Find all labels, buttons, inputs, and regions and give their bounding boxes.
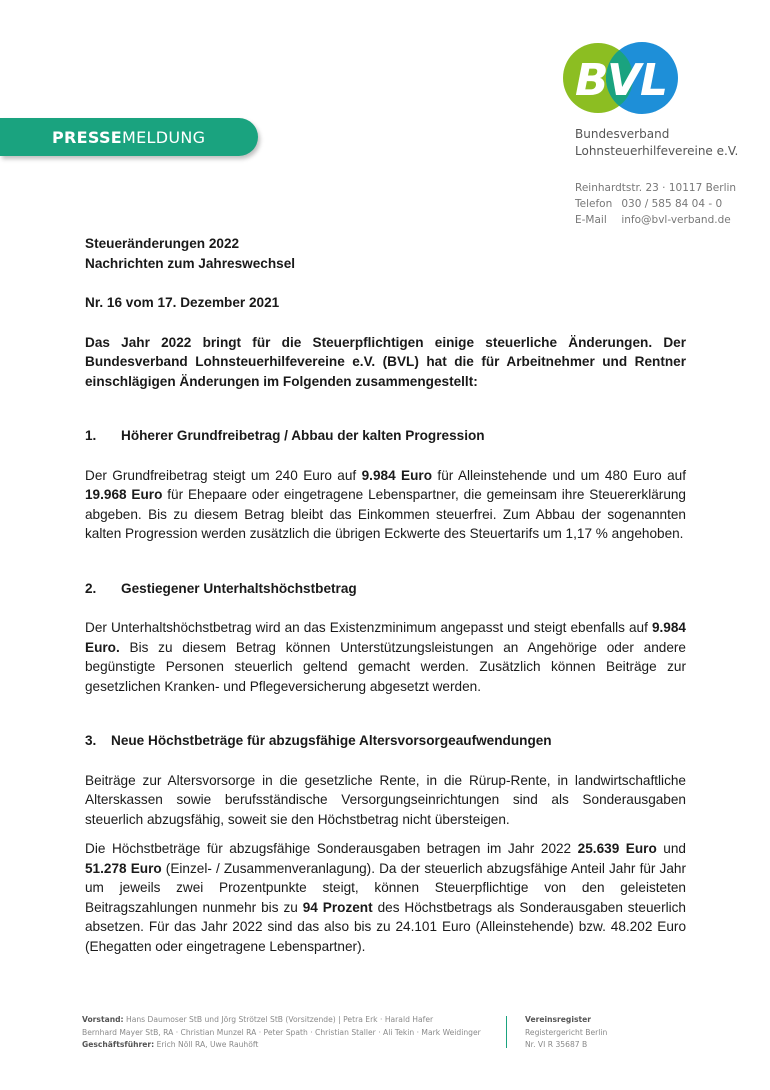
highlight: 9.984 Euro. (85, 620, 686, 655)
text: (Einzel- / Zusammenveranlagung). Da der steuerlich abzugsfähige Anteil Jahr für Jahr um jeweils zwei Prozentpunkte steigt, können Steuerpflichtige von den geleisteten Beitragszahlungen nunmehr bis zu (85, 860, 686, 915)
highlight: 19.968 Euro (85, 487, 163, 502)
section-title: Gestiegener Unterhaltshöchstbetrag (121, 580, 357, 596)
board-label: Vorstand: (82, 1015, 124, 1024)
bvl-logo-icon (562, 42, 680, 114)
text: für Alleinstehende und um 480 Euro auf (432, 467, 687, 483)
section-1-heading (85, 426, 686, 446)
board-members-2: Bernhard Mayer StB, RA · Christian Munzel RA · Peter Spath · Christian Staller · Ali Tekin · Mark Weidinger (82, 1027, 481, 1037)
manager-label: Geschäftsführer: (82, 1040, 155, 1049)
svg-text:V: V (607, 55, 642, 106)
phone-number: 030 / 585 84 04 - 0 (621, 198, 723, 210)
section-1-paragraph (85, 466, 686, 544)
svg-text:B: B (575, 55, 609, 106)
banner-title (52, 128, 205, 147)
managers: Erich Nöll RA, Uwe Rauhöft (154, 1040, 259, 1049)
address: Reinhardtstr. 23 · 10117 Berlin (575, 182, 737, 194)
organization-name (575, 126, 738, 160)
issue-number: Nr. 16 vom 17. Dezember 2021 (85, 295, 280, 310)
text: des Höchstbetrags als Sonderausgaben steuerlich absetzen. Für das Jahr 2022 sind das also bis zu 24.101 Euro (Alleinstehende) bzw. 48.202 Euro (Ehegatten oder eingetragene Lebenspartner). (85, 899, 686, 954)
text: Der Grundfreibetrag steigt um 240 Euro auf (85, 467, 362, 483)
section-2-heading (85, 579, 686, 599)
highlight: 25.639 Euro (577, 841, 657, 856)
highlight: 51.278 Euro (85, 860, 162, 876)
email-label: E-Mail (575, 214, 607, 226)
intro-paragraph: Das Jahr 2022 bringt für die Steuerpflichtigen einige steuerliche Änderungen. Der Bundesverband Lohnsteuerhilfevereine e.V. (BVL) hat die für Arbeitnehmer und Rentner einschlägigen Änderungen im Folgenden zusammengestellt: (85, 334, 686, 389)
section-number: 2. (85, 580, 97, 596)
document-body (85, 234, 686, 956)
board-members: Hans Daumoser StB und Jörg Strötzel StB (Vorsitzende) | Petra Erk · Harald Hafer (123, 1015, 434, 1024)
text: Der Unterhaltshöchstbetrag wird an das Existenzminimum angepasst und steigt ebenfalls auf (85, 620, 652, 635)
footer-board (82, 1014, 481, 1052)
section-3-paragraph-2 (85, 839, 686, 956)
svg-text:L: L (640, 55, 669, 106)
section-2-paragraph (85, 618, 686, 696)
text: für Ehepaare oder eingetragene Lebenspartner, die gemeinsam ihre Steuererklärung abgeben. Bis zu diesem Betrag bleibt das Einkommen steuerfrei. Zum Abbau der sogenannten kalten Progression werden zusätzlich die übrigen Eckwerte des Steuertarifs um 1,17 % angehoben. (85, 487, 686, 541)
section-number: 1. (85, 428, 97, 443)
register-label: Vereinsregister (525, 1015, 592, 1024)
document-subtitle: Nachrichten zum Jahreswechsel (85, 255, 296, 271)
org-name-line2: Lohnsteuerhilfevereine e.V. (575, 144, 739, 158)
highlight: 94 Prozent (302, 899, 373, 915)
phone-label: Telefon (575, 198, 613, 210)
section-3-heading (85, 731, 686, 751)
footer-register (525, 1014, 607, 1052)
text: Die Höchstbeträge für abzugsfähige Sonderausgaben betragen im Jahr 2022 (85, 841, 578, 856)
contact-block (575, 180, 736, 228)
text: Bis zu diesem Betrag können Unterstützungsleistungen an Angehörige oder andere begünstigte Personen steuerlich geltend gemacht werden. Zusätzlich können Beiträge zur gesetzlichen Kranken- und Pflegeversicherung abgesetzt werden. (85, 639, 686, 694)
document-title: Steueränderungen 2022 (85, 236, 240, 251)
footer-divider (506, 1016, 507, 1048)
banner-light-text: MELDUNG (122, 127, 206, 147)
section-title: Neue Höchstbeträge für abzugsfähige Altersvorsorgeaufwendungen (111, 733, 552, 748)
section-title: Höherer Grundfreibetrag / Abbau der kalten Progression (121, 428, 485, 443)
text: und (656, 841, 686, 856)
highlight: 9.984 Euro (361, 467, 433, 483)
email-address[interactable]: info@bvl-verband.de (621, 214, 731, 226)
register-number: Nr. VI R 35687 B (525, 1040, 588, 1049)
section-number: 3. (85, 733, 97, 748)
pressemeldung-banner (0, 118, 258, 156)
register-court: Registergericht Berlin (525, 1027, 608, 1037)
section-3-paragraph-1: Beiträge zur Altersvorsorge in die gesetzliche Rente, in die Rürup-Rente, in landwirtschaftliche Alterskassen sowie berufsständische Versorgungseinrichtungen sind als Sonderausgaben steuerlich abzugsfähig, soweit sie den Höchstbetrag nicht übersteigen. (85, 772, 686, 827)
phone-row (575, 196, 736, 212)
org-name-line1: Bundesverband (575, 127, 670, 141)
banner-bold-text: PRESSE (52, 127, 123, 147)
email-row (575, 212, 736, 228)
